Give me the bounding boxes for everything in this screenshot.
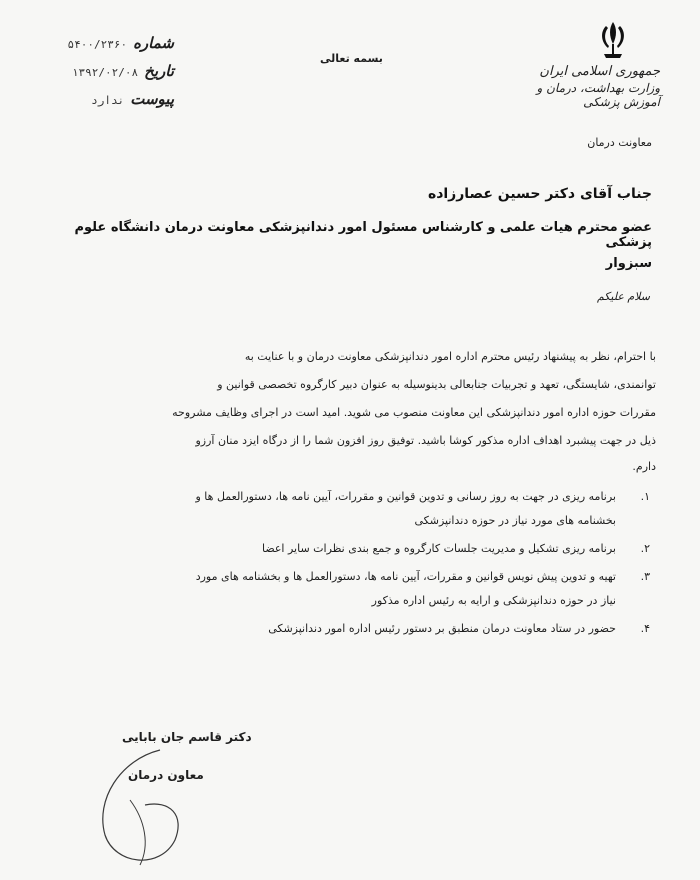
item-number: ۴. [640, 622, 650, 635]
item-line: تهیه و تدوین پیش نویس قوانین و مقررات، آیین نامه ها، دستورالعمل ها و بخشنامه های مورد [195, 570, 616, 583]
salutation: سلام علیکم [596, 290, 650, 303]
basmala: بسمه تعالی [320, 52, 383, 65]
ministry-title: وزارت بهداشت، درمان و آموزش پزشکی [536, 81, 660, 109]
body-line: مقررات حوزه اداره امور دندانپزشکی این معاونت منصوب می شوید. امید است در اجرای وظایف مشروحه [172, 406, 656, 419]
signature-mark [90, 740, 190, 880]
letterhead [510, 64, 660, 109]
iran-emblem-icon [596, 18, 630, 60]
item-line: برنامه ریزی تشکیل و مدیریت جلسات کارگروه و جمع بندی نظرات سایر اعضا [261, 542, 616, 555]
item-number: ۱. [640, 490, 650, 503]
item-line: نیاز در حوزه دندانپزشکی و ارایه به رئیس اداره مذکور [371, 594, 616, 607]
body-line: با احترام، نظر به پیشنهاد رئیس محترم اداره امور دندانپزشکی معاونت درمان و با عنایت به [244, 350, 656, 363]
recipient-city: سبزوار [605, 256, 652, 271]
signatory-name: دکتر قاسم جان بابایی [122, 730, 252, 744]
body-line: دارم. [632, 460, 656, 473]
recipient-name: جناب آقای دکتر حسین عصارزاده [427, 186, 652, 202]
date-label: تاریخ [144, 62, 174, 80]
attachment-row [24, 90, 174, 118]
recipient-position: عضو محترم هیات علمی و کارشناس مسئول امور دندانپزشکی معاونت درمان دانشگاه علوم پزشکی [74, 220, 652, 250]
attachment-value: ندارد [91, 94, 125, 107]
item-line: برنامه ریزی در جهت به روز رسانی و تدوین قوانین و مقررات، آیین نامه ها، دستورالعمل ها و [195, 490, 616, 503]
republic-title: جمهوری اسلامی ایران [539, 64, 660, 79]
item-number: ۳. [640, 570, 650, 583]
body-line: ذیل در جهت پیشبرد اهداف اداره مذکور کوشا باشید. توفیق روز افزون شما را از درگاه ایزد منان آرزو [195, 434, 656, 447]
number-row [24, 34, 174, 62]
deputy-title: معاونت درمان [587, 136, 652, 149]
date-row [24, 62, 174, 90]
item-line: بخشنامه های مورد نیاز در حوزه دندانپزشکی [414, 514, 616, 527]
body-line: توانمندی، شایستگی، تعهد و تجربیات جنابعالی بدینوسیله به عنوان دبیر کارگروه تخصصی قوانین و [217, 378, 656, 391]
number-value: ۵۴۰۰/۲۳۶۰ [67, 38, 128, 51]
signatory-title: معاون درمان [128, 768, 204, 782]
item-line: حضور در ستاد معاونت درمان منطبق بر دستور رئیس اداره امور دندانپزشکی [268, 622, 616, 635]
date-value: ۱۳۹۲/۰۲/۰۸ [71, 66, 139, 79]
letter-meta [24, 34, 174, 118]
attachment-label: پیوست [130, 90, 174, 108]
item-number: ۲. [640, 542, 650, 555]
number-label: شماره [133, 34, 174, 52]
